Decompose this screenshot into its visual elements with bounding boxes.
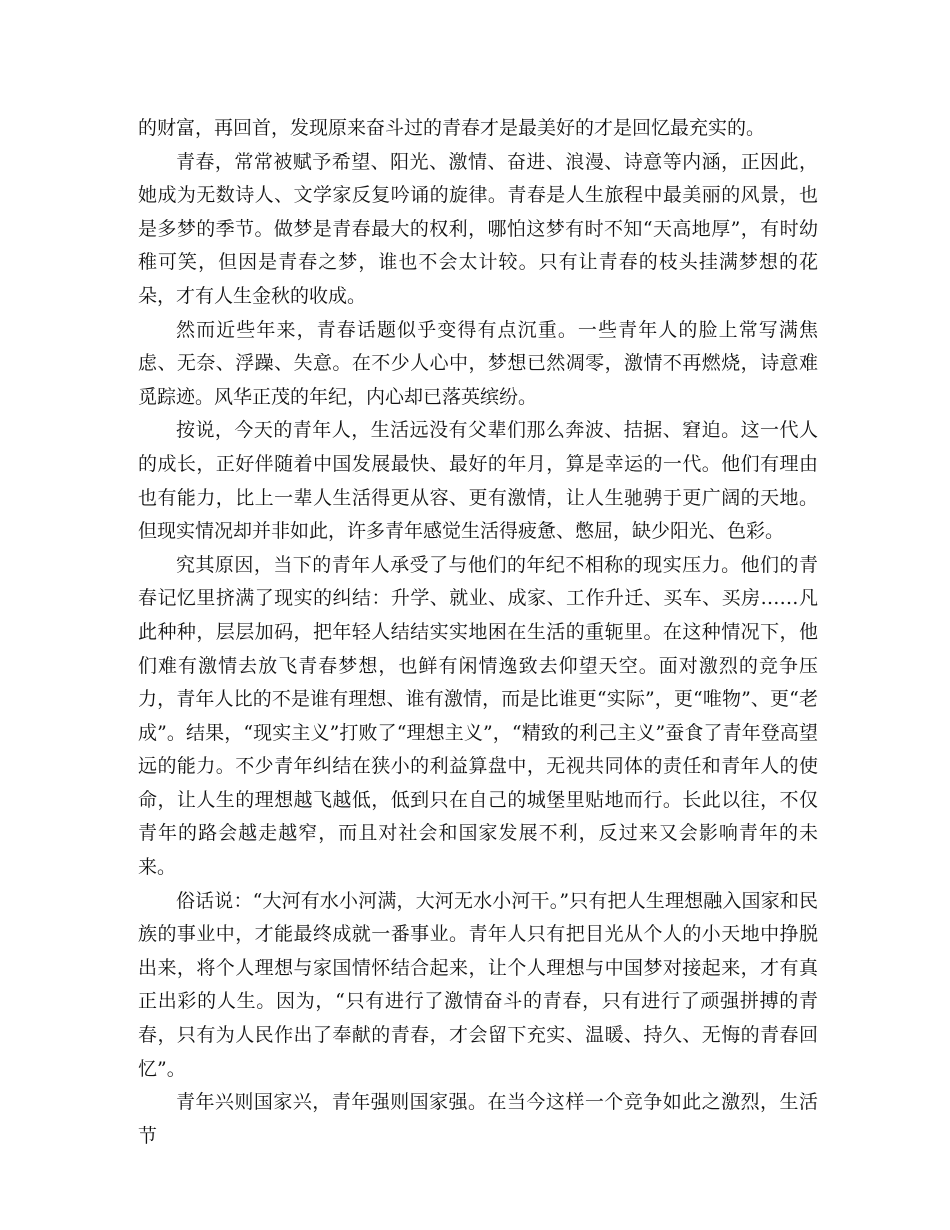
paragraph-6: 俗话说：“大河有水小河满，大河无水小河干。”只有把人生理想融入国家和民族的事业中，才能最终成就一番事业。青年人只有把目光从个人的小天地中挣脱出来，将个人理想与家国情怀结合起来，让个人理想与中国梦对接起来，才有真正出彩的人生。因为，“只有进行了激情奋斗的青春，只有进行了顽强拼搏的青春，只有为人民作出了奉献的青春，才会留下充实、温暖、持久、无悔的青春回忆”。: [138, 889, 818, 1080]
paragraph-3: 然而近些年来，青春话题似乎变得有点沉重。一些青年人的脸上常写满焦虑、无奈、浮躁、失意。在不少人心中，梦想已然凋零，激情不再燃烧，诗意难觅踪迹。风华正茂的年纪，内心却已落英缤纷。: [138, 318, 818, 408]
paragraph-5: 究其原因，当下的青年人承受了与他们的年纪不相称的现实压力。他们的青春记忆里挤满了现实的纠结：升学、就业、成家、工作升迁、买车、买房……凡此种种，层层加码，把年轻人结结实实地困在生活的重轭里。在这种情况下，他们难有激情去放飞青春梦想，也鲜有闲情逸致去仰望天空。面对激烈的竞争压力，青年人比的不是谁有理想、谁有激情，而是比谁更“实际”，更“唯物”、更“老成”。结果，“现实主义”打败了“理想主义”，“精致的利己主义”蚕食了青年登高望远的能力。不少青年纠结在狭小的利益算盘中，无视共同体的责任和青年人的使命，让人生的理想越飞越低，低到只在自己的城堡里贴地而行。长此以往，不仅青年的路会越走越窄，而且对社会和国家发展不利，反过来又会影响青年的未来。: [138, 553, 818, 879]
paragraph-1: 的财富，再回首，发现原来奋斗过的青春才是最美好的才是回忆最充实的。: [138, 117, 766, 139]
paragraph-4: 按说，今天的青年人，生活远没有父辈们那么奔波、拮据、窘迫。这一代人的成长，正好伴随着中国发展最快、最好的年月，算是幸运的一代。他们有理由也有能力，比上一辈人生活得更从容、更有激情，让人生驰骋于更广阔的天地。但现实情况却并非如此，许多青年感觉生活得疲惫、憋屈，缺少阳光、色彩。: [138, 419, 818, 543]
document-page: [138, 112, 818, 1153]
paragraph-2: 青春，常常被赋予希望、阳光、激情、奋进、浪漫、诗意等内涵，正因此，她成为无数诗人、文学家反复吟诵的旋律。青春是人生旅程中最美丽的风景，也是多梦的季节。做梦是青春最大的权利，哪怕这梦有时不知“天高地厚”，有时幼稚可笑，但因是青春之梦，谁也不会太计较。只有让青春的枝头挂满梦想的花朵，才有人生金秋的收成。: [138, 150, 818, 307]
paragraph-7: 青年兴则国家兴，青年强则国家强。在当今这样一个竞争如此之激烈，生活节: [138, 1091, 818, 1147]
